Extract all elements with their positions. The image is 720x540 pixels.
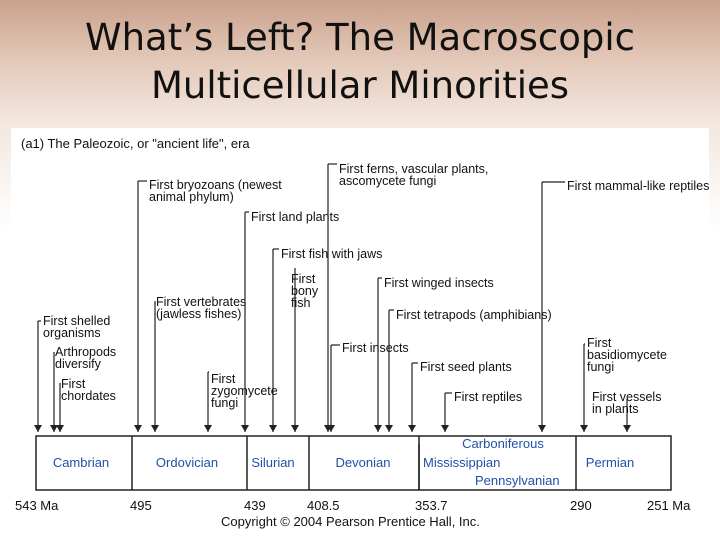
- period-label-devonian: Devonian: [335, 455, 391, 470]
- event-first-reptiles: [445, 390, 522, 432]
- time-label: 543 Ma: [15, 498, 59, 513]
- event-label: First winged insects: [384, 276, 494, 290]
- time-label: 439: [244, 498, 266, 513]
- event-label: zygomycete: [211, 384, 278, 398]
- event-first-insects: [331, 341, 409, 432]
- timeline-figure: [11, 128, 709, 540]
- time-label: 353.7: [415, 498, 448, 513]
- slide-title: [0, 14, 720, 110]
- event-label: Arthropods: [55, 345, 117, 359]
- event-label: First: [291, 272, 316, 286]
- time-label: 408.5: [307, 498, 340, 513]
- time-label: 495: [130, 498, 152, 513]
- event-label: First: [587, 336, 612, 350]
- event-label: bony: [291, 284, 319, 298]
- event-label: First: [211, 372, 236, 386]
- event-label: organisms: [43, 326, 101, 340]
- slide-title-line-2: Multicellular Minorities: [150, 64, 570, 107]
- event-label: chordates: [61, 389, 116, 403]
- copyright-notice: Copyright © 2004 Pearson Prentice Hall, Inc.: [221, 514, 480, 529]
- event-label: in plants: [592, 402, 639, 416]
- event-first-bony-fish: [291, 268, 319, 432]
- event-label: First bryozoans (newest: [149, 178, 282, 192]
- event-label: First land plants: [251, 210, 340, 224]
- event-label: First ferns, vascular plants,: [339, 162, 489, 176]
- period-label-mississippian: Mississippian: [423, 455, 501, 470]
- event-label: First fish with jaws: [281, 247, 383, 261]
- event-first-land-plants: [245, 210, 339, 432]
- event-label: diversify: [55, 357, 101, 371]
- event-first-zygomycete-fungi: [208, 372, 278, 432]
- events-layer: [38, 162, 709, 432]
- event-label: First insects: [342, 341, 409, 355]
- period-label-carboniferous: Carboniferous: [462, 436, 544, 451]
- event-first-basidiomycete-fungi: [584, 336, 667, 432]
- event-label: First: [61, 377, 86, 391]
- event-label: ascomycete fungi: [339, 174, 437, 188]
- event-first-chordates: [60, 377, 116, 432]
- period-label-permian: Permian: [585, 455, 635, 470]
- event-label: First tetrapods (amphibians): [396, 308, 552, 322]
- event-label: First vessels: [592, 390, 662, 404]
- timeline-svg: [11, 128, 709, 540]
- event-label: (jawless fishes): [156, 307, 242, 321]
- period-label-pennsylvanian: Pennsylvanian: [475, 473, 560, 488]
- period-label-cambrian: Cambrian: [52, 455, 110, 470]
- event-label: fungi: [211, 396, 239, 410]
- event-label: First reptiles: [454, 390, 523, 404]
- period-bar: [15, 436, 691, 513]
- event-label: First seed plants: [420, 360, 512, 374]
- event-label: animal phylum): [149, 190, 234, 204]
- event-first-shelled-organisms: [38, 314, 110, 432]
- time-label: 290: [570, 498, 592, 513]
- event-label: fish: [291, 296, 311, 310]
- event-label: First mammal-like reptiles: [567, 179, 709, 193]
- event-first-vertebrates-jawless-fishes: [155, 295, 246, 432]
- period-label-ordovician: Ordovician: [155, 455, 219, 470]
- event-label: fungi: [587, 360, 615, 374]
- event-label: First vertebrates: [156, 295, 247, 309]
- event-first-vessels-in-plants: [592, 390, 661, 432]
- panel-label: (a1) The Paleozoic, or "ancient life", era: [21, 136, 250, 151]
- time-label: 251 Ma: [647, 498, 691, 513]
- slide-title-line-1: What’s Left? The Macroscopic: [85, 16, 635, 59]
- event-label: First shelled: [43, 314, 111, 328]
- period-label-silurian: Silurian: [251, 455, 295, 470]
- event-label: basidiomycete: [587, 348, 667, 362]
